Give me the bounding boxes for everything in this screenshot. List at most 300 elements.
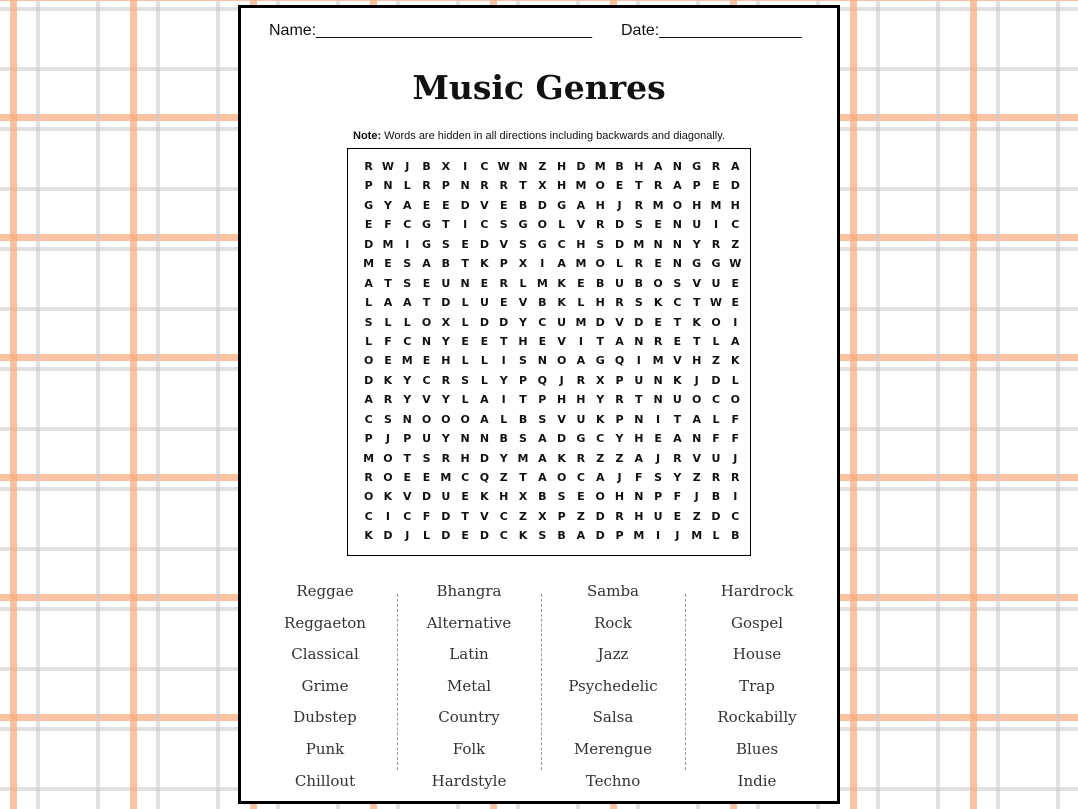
grid-letter: U xyxy=(557,315,567,329)
word-item: Reggaeton xyxy=(284,613,366,632)
grid-letter: M xyxy=(440,471,452,484)
grid-letter: V xyxy=(692,451,701,465)
grid-letter: U xyxy=(422,432,431,446)
grid-letter: D xyxy=(479,529,489,543)
grid-letter: C xyxy=(403,334,412,348)
grid-letter: A xyxy=(653,160,663,173)
grid-letter: P xyxy=(692,179,701,193)
grid-letter: V xyxy=(557,334,566,348)
instructions-note xyxy=(241,130,837,142)
grid-letter: X xyxy=(518,257,528,271)
grid-letter: G xyxy=(692,160,702,173)
grid-letter: O xyxy=(595,490,605,504)
grid-letter: C xyxy=(557,237,566,251)
grid-letter: E xyxy=(654,432,662,446)
grid-letter: L xyxy=(461,315,469,329)
grid-letter: S xyxy=(538,412,547,426)
grid-letter: H xyxy=(557,179,567,193)
grid-letter: S xyxy=(461,373,470,387)
grid-letter: A xyxy=(538,471,547,484)
grid-letter: H xyxy=(441,354,451,368)
grid-letter: G xyxy=(422,218,432,232)
grid-letter: L xyxy=(558,218,566,232)
grid-letter: O xyxy=(595,257,605,271)
word-item: Metal xyxy=(446,676,491,695)
grid-letter: N xyxy=(692,432,702,446)
grid-letter: L xyxy=(731,373,739,387)
grid-letter: B xyxy=(441,257,451,271)
grid-letter: E xyxy=(480,276,489,290)
page-title: Music Genres xyxy=(412,68,666,107)
grid-letter: E xyxy=(480,334,489,348)
grid-letter: P xyxy=(538,393,547,407)
grid-letter: N xyxy=(653,237,663,251)
grid-letter: C xyxy=(480,218,489,232)
grid-letter: O xyxy=(383,471,393,484)
word-item: Techno xyxy=(585,771,641,790)
grid-letter: U xyxy=(479,296,489,310)
grid-letter: J xyxy=(405,529,410,543)
grid-letter: O xyxy=(460,412,470,426)
grid-letter: D xyxy=(711,509,721,523)
grid-letter: U xyxy=(441,276,451,290)
grid-letter: R xyxy=(595,218,605,232)
grid-letter: G xyxy=(692,257,702,271)
grid-letter: H xyxy=(634,432,644,446)
grid-letter: D xyxy=(479,315,489,329)
grid-letter: K xyxy=(653,296,663,310)
grid-letter: C xyxy=(711,393,721,407)
grid-letter: X xyxy=(518,490,528,504)
grid-letter: W xyxy=(381,160,395,173)
grid-letter: Z xyxy=(692,509,701,523)
grid-letter: P xyxy=(615,529,624,543)
grid-letter: X xyxy=(441,315,451,329)
word-item: Jazz xyxy=(597,645,629,664)
grid-letter: A xyxy=(422,257,431,271)
grid-letter: R xyxy=(364,160,373,173)
grid-letter: R xyxy=(653,334,663,348)
grid-letter: S xyxy=(422,451,431,465)
word-item: Grime xyxy=(301,676,349,695)
word-item: Trap xyxy=(739,676,775,695)
grid-letter: K xyxy=(480,257,489,271)
grid-letter: E xyxy=(384,354,392,368)
grid-letter: E xyxy=(615,179,624,193)
grid-letter: R xyxy=(711,471,721,484)
grid-letter: T xyxy=(422,296,431,310)
grid-letter: O xyxy=(556,471,567,484)
grid-letter: G xyxy=(557,198,567,212)
grid-letter: J xyxy=(385,432,390,446)
grid-letter: H xyxy=(576,393,586,407)
grid-letter: E xyxy=(673,509,682,523)
grid-letter: O xyxy=(672,198,683,212)
grid-letter: I xyxy=(463,160,468,173)
grid-letter: C xyxy=(364,412,373,426)
grid-letter: L xyxy=(403,315,411,329)
grid-letter: G xyxy=(595,354,605,368)
grid-letter: A xyxy=(634,451,644,465)
grid-letter: B xyxy=(634,276,643,290)
grid-letter: U xyxy=(653,509,663,523)
grid-letter: H xyxy=(634,509,644,523)
grid-letter: R xyxy=(653,179,663,193)
word-item: Hardrock xyxy=(720,582,794,600)
grid-letter: D xyxy=(499,315,509,329)
grid-letter: L xyxy=(423,529,431,543)
grid-letter: M xyxy=(710,198,722,212)
grid-letter: H xyxy=(614,490,625,504)
grid-letter: O xyxy=(441,412,451,426)
grid-letter: J xyxy=(694,373,699,387)
grid-letter: S xyxy=(634,296,643,310)
grid-letter: E xyxy=(654,257,662,271)
grid-letter: Y xyxy=(403,393,412,407)
grid-letter: L xyxy=(712,334,720,348)
grid-letter: L xyxy=(365,334,373,348)
grid-letter: E xyxy=(712,179,720,193)
grid-letter: T xyxy=(692,296,701,310)
grid-letter: L xyxy=(712,529,720,543)
word-item: Classical xyxy=(291,645,359,664)
grid-letter: Z xyxy=(596,451,605,465)
grid-letter: L xyxy=(712,412,720,426)
grid-letter: L xyxy=(480,354,488,368)
grid-letter: C xyxy=(403,218,412,232)
grid-letter: K xyxy=(595,412,605,426)
grid-letter: L xyxy=(461,354,469,368)
grid-letter: A xyxy=(538,432,547,446)
grid-letter: I xyxy=(501,393,506,407)
grid-letter: U xyxy=(441,490,451,504)
grid-letter: J xyxy=(694,490,699,504)
grid-letter: E xyxy=(731,276,740,290)
grid-letter: N xyxy=(634,490,644,504)
date-field: Date:________________ xyxy=(621,22,802,39)
grid-letter: A xyxy=(383,296,393,310)
grid-letter: K xyxy=(692,315,701,329)
word-item: Psychedelic xyxy=(568,676,658,695)
grid-letter: K xyxy=(383,490,393,504)
grid-letter: E xyxy=(364,218,373,232)
grid-letter: B xyxy=(615,160,624,173)
grid-letter: R xyxy=(576,451,586,465)
grid-letter: W xyxy=(729,257,742,271)
grid-letter: M xyxy=(363,257,375,271)
grid-letter: C xyxy=(499,509,508,523)
grid-letter: C xyxy=(731,509,740,523)
grid-letter: Y xyxy=(499,451,508,465)
grid-letter: E xyxy=(673,334,682,348)
grid-letter: I xyxy=(636,354,641,368)
grid-letter: K xyxy=(673,373,682,387)
grid-letter: C xyxy=(422,373,431,387)
grid-letter: A xyxy=(615,334,624,348)
grid-letter: H xyxy=(557,160,567,173)
grid-letter: N xyxy=(460,179,470,193)
grid-letter: R xyxy=(615,296,624,310)
grid-letter: I xyxy=(733,315,738,329)
grid-letter: K xyxy=(557,451,566,465)
grid-letter: P xyxy=(557,509,566,523)
grid-letter: V xyxy=(615,315,624,329)
grid-letter: N xyxy=(460,432,470,446)
grid-letter: K xyxy=(557,296,566,310)
grid-letter: C xyxy=(480,160,489,173)
grid-letter: Z xyxy=(692,471,701,484)
grid-letter: U xyxy=(692,218,702,232)
grid-letter: N xyxy=(402,412,412,426)
note-label: Note: xyxy=(353,130,382,142)
grid-letter: S xyxy=(673,276,682,290)
grid-letter: M xyxy=(382,237,394,251)
grid-letter: B xyxy=(499,432,508,446)
grid-letter: E xyxy=(422,198,431,212)
grid-letter: J xyxy=(656,451,661,465)
grid-letter: N xyxy=(672,257,682,271)
grid-letter: D xyxy=(421,490,432,504)
grid-letter: Y xyxy=(441,432,450,446)
grid-letter: O xyxy=(711,315,721,329)
grid-letter: E xyxy=(422,471,431,484)
grid-letter: I xyxy=(656,529,661,543)
grid-letter: V xyxy=(480,198,489,212)
grid-letter: B xyxy=(518,412,528,426)
grid-letter: K xyxy=(480,490,489,504)
grid-letter: Y xyxy=(383,198,392,212)
grid-letter: N xyxy=(383,179,393,193)
grid-letter: C xyxy=(731,218,740,232)
grid-letter: P xyxy=(364,432,373,446)
grid-letter: C xyxy=(403,509,412,523)
grid-letter: D xyxy=(576,160,586,173)
grid-letter: U xyxy=(576,412,586,426)
grid-letter: S xyxy=(383,412,392,426)
grid-letter: U xyxy=(634,373,644,387)
grid-letter: N xyxy=(460,276,470,290)
grid-letter: H xyxy=(595,296,605,310)
grid-letter: I xyxy=(501,354,506,368)
grid-letter: Z xyxy=(731,237,740,251)
grid-letter: I xyxy=(405,237,410,251)
grid-letter: T xyxy=(461,257,469,271)
grid-letter: S xyxy=(654,471,663,484)
grid-letter: U xyxy=(615,276,624,290)
grid-letter: D xyxy=(634,315,644,329)
word-column xyxy=(397,576,541,797)
grid-letter: M xyxy=(633,529,645,543)
grid-letter: O xyxy=(653,276,663,290)
grid-letter: X xyxy=(538,179,547,193)
grid-letter: W xyxy=(709,296,723,310)
grid-letter: S xyxy=(364,315,373,329)
grid-letter: L xyxy=(461,393,469,407)
grid-letter: S xyxy=(519,354,527,368)
grid-letter: D xyxy=(711,373,721,387)
grid-letter: O xyxy=(383,451,393,465)
grid-letter: D xyxy=(460,198,470,212)
grid-letter: L xyxy=(616,257,624,271)
grid-letter: D xyxy=(595,315,605,329)
grid-letter: T xyxy=(384,276,392,290)
word-item: Latin xyxy=(449,645,489,664)
grid-letter: J xyxy=(617,198,622,212)
note-text: Words are hidden in all directions including backwards and diagonally. xyxy=(381,130,725,142)
grid-letter: A xyxy=(673,432,682,446)
grid-letter: N xyxy=(518,160,528,173)
grid-letter: D xyxy=(557,432,567,446)
grid-letter: H xyxy=(634,160,644,173)
grid-letter: M xyxy=(363,451,375,465)
grid-letter: M xyxy=(536,276,548,290)
grid-letter: E xyxy=(499,296,508,310)
grid-letter: E xyxy=(422,276,431,290)
grid-letter: D xyxy=(364,373,374,387)
grid-letter: C xyxy=(499,529,508,543)
grid-letter: F xyxy=(673,490,682,504)
grid-letter: R xyxy=(731,471,740,484)
grid-letter: M xyxy=(652,354,664,368)
grid-letter: F xyxy=(635,471,643,484)
grid-letter: Q xyxy=(537,373,547,387)
grid-letter: B xyxy=(596,276,605,290)
grid-letter: C xyxy=(596,432,605,446)
grid-letter: L xyxy=(519,276,527,290)
grid-letter: I xyxy=(463,218,468,232)
grid-letter: B xyxy=(731,529,740,543)
grid-letter: B xyxy=(557,529,566,543)
grid-letter: H xyxy=(518,334,528,348)
grid-letter: D xyxy=(441,509,451,523)
grid-letter: X xyxy=(595,373,605,387)
word-item: Country xyxy=(438,708,500,727)
grid-letter: H xyxy=(595,198,605,212)
grid-letter: J xyxy=(559,373,564,387)
grid-letter: A xyxy=(576,354,586,368)
grid-letter: T xyxy=(673,315,682,329)
word-item: Indie xyxy=(737,771,777,790)
grid-letter: N xyxy=(653,393,663,407)
grid-letter: J xyxy=(733,451,738,465)
grid-letter: Y xyxy=(692,237,701,251)
grid-letter: R xyxy=(480,179,489,193)
grid-letter: T xyxy=(461,509,469,523)
grid-letter: O xyxy=(537,218,547,232)
grid-letter: D xyxy=(441,529,451,543)
grid-letter: D xyxy=(614,237,625,251)
word-item: House xyxy=(732,645,782,664)
grid-letter: N xyxy=(421,334,432,348)
word-item: Dubstep xyxy=(293,708,357,727)
grid-letter: M xyxy=(633,237,645,251)
grid-letter: K xyxy=(518,529,528,543)
grid-letter: M xyxy=(652,198,664,212)
grid-letter: B xyxy=(538,296,547,310)
grid-letter: V xyxy=(673,354,682,368)
grid-letter: L xyxy=(577,296,585,310)
grid-letter: A xyxy=(692,412,701,426)
grid-letter: J xyxy=(405,160,410,173)
grid-letter: K xyxy=(364,529,373,543)
grid-letter: Z xyxy=(576,509,585,523)
grid-letter: K xyxy=(557,276,566,290)
grid-letter: B xyxy=(422,160,431,173)
word-item: Rockabilly xyxy=(717,708,797,727)
grid-letter: O xyxy=(363,490,374,504)
grid-letter: R xyxy=(615,393,624,407)
grid-letter: J xyxy=(617,471,622,484)
grid-letter: A xyxy=(480,393,489,407)
grid-letter: S xyxy=(538,529,547,543)
grid-letter: B xyxy=(538,490,547,504)
word-item: Rock xyxy=(594,613,632,632)
grid-letter: V xyxy=(480,509,489,523)
grid-letter: N xyxy=(634,334,644,348)
grid-letter: D xyxy=(383,529,393,543)
grid-letter: S xyxy=(596,237,605,251)
grid-letter: T xyxy=(499,334,508,348)
grid-letter: N xyxy=(479,432,490,446)
grid-letter: Z xyxy=(712,354,720,368)
grid-letter: P xyxy=(615,412,624,426)
grid-letter: U xyxy=(711,451,721,465)
grid-letter: Y xyxy=(596,393,605,407)
grid-letter: Q xyxy=(479,471,490,484)
grid-letter: R xyxy=(634,198,644,212)
grid-letter: R xyxy=(383,393,393,407)
grid-letter: M xyxy=(575,315,587,329)
grid-letter: E xyxy=(403,471,411,484)
grid-letter: T xyxy=(596,334,604,348)
grid-letter: V xyxy=(422,393,431,407)
grid-letter: O xyxy=(556,354,567,368)
grid-letter: C xyxy=(461,471,470,484)
grid-letter: I xyxy=(578,334,583,348)
grid-letter: Y xyxy=(441,334,450,348)
grid-letter: Z xyxy=(499,471,508,484)
grid-letter: U xyxy=(711,276,721,290)
letter-grid xyxy=(359,157,745,546)
grid-letter: T xyxy=(519,393,527,407)
grid-letter: A xyxy=(364,276,373,290)
grid-letter: P xyxy=(615,373,624,387)
grid-letter: A xyxy=(402,198,412,212)
grid-letter: B xyxy=(711,490,721,504)
grid-letter: X xyxy=(538,509,547,523)
grid-letter: D xyxy=(441,296,451,310)
grid-letter: F xyxy=(384,218,392,232)
grid-letter: R xyxy=(576,373,586,387)
grid-letter: S xyxy=(634,218,643,232)
grid-letter: I xyxy=(540,257,545,271)
grid-letter: B xyxy=(518,198,528,212)
grid-letter: E xyxy=(461,334,469,348)
grid-letter: T xyxy=(673,412,682,426)
grid-letter: G xyxy=(537,237,547,251)
grid-letter: T xyxy=(692,334,701,348)
grid-letter: A xyxy=(576,198,586,212)
grid-letter: Y xyxy=(519,315,527,329)
grid-letter: R xyxy=(499,179,508,193)
grid-letter: A xyxy=(576,529,586,543)
grid-letter: I xyxy=(713,218,719,232)
grid-letter: N xyxy=(634,412,644,426)
grid-letter: M xyxy=(517,451,529,465)
grid-letter: F xyxy=(712,432,720,446)
grid-letter: E xyxy=(461,490,469,504)
word-item: Folk xyxy=(452,739,486,758)
